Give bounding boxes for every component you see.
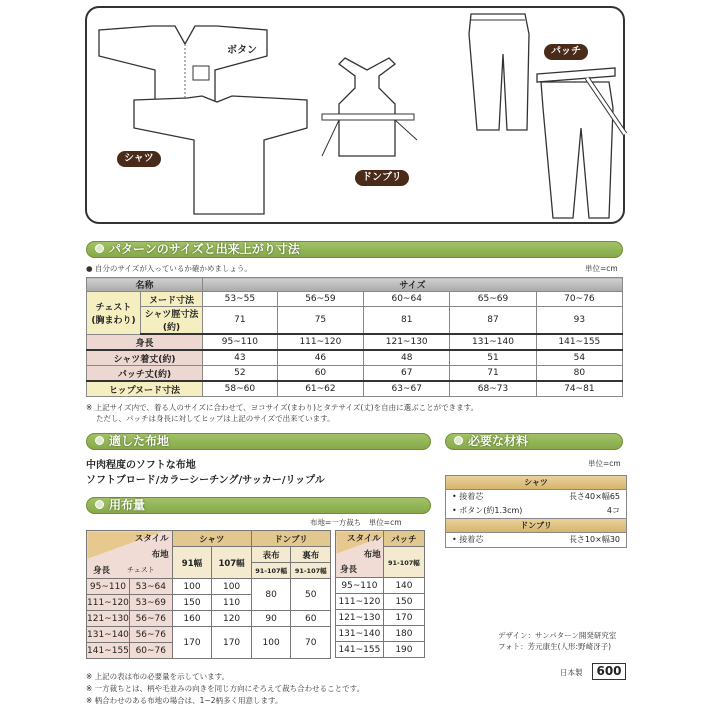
cell: 140 bbox=[383, 578, 424, 594]
col-91: 91幅 bbox=[172, 547, 212, 579]
row-label: シャツ着丈(約) bbox=[87, 350, 203, 366]
cell: 43 bbox=[203, 350, 278, 366]
cell: 93 bbox=[536, 307, 622, 335]
yardage-footnote-3: ※ 柄合わせのある布地の場合は、1~2柄多く用意します。 bbox=[86, 696, 283, 705]
cell: 46 bbox=[277, 350, 363, 366]
cell: 74~81 bbox=[536, 381, 622, 397]
cell: 131~140 bbox=[336, 626, 384, 642]
cell: 80 bbox=[536, 366, 622, 382]
cell: 60~76 bbox=[129, 643, 172, 659]
cell: 111~120 bbox=[277, 334, 363, 350]
fabric-section-header bbox=[86, 433, 431, 450]
cell: 70~76 bbox=[536, 292, 622, 307]
cell: 150 bbox=[383, 594, 424, 610]
materials-table bbox=[445, 475, 627, 548]
cell: 56~76 bbox=[129, 627, 172, 643]
button-callout: ボタン bbox=[227, 45, 257, 56]
col-ura: 裏布 bbox=[291, 547, 331, 563]
size-table bbox=[86, 277, 623, 397]
bullet-icon bbox=[454, 436, 463, 445]
material-item: • 接着芯 長さ40×幅65 bbox=[446, 490, 626, 504]
cell: 90 bbox=[251, 611, 291, 627]
yardage-section-header bbox=[86, 497, 431, 514]
cell: 180 bbox=[383, 626, 424, 642]
cell: 150 bbox=[172, 595, 212, 611]
cell: 75 bbox=[277, 307, 363, 335]
cell: 48 bbox=[364, 350, 450, 366]
cell: 70 bbox=[291, 627, 331, 659]
cell: 80 bbox=[251, 579, 291, 611]
yardage-table-shirt-donburi bbox=[86, 530, 331, 659]
row-label: ヌード寸法 bbox=[141, 292, 203, 307]
pacchi-tag: パッチ bbox=[544, 44, 588, 60]
cell: 61~62 bbox=[277, 381, 363, 397]
cell: 60 bbox=[291, 611, 331, 627]
cell: 121~130 bbox=[364, 334, 450, 350]
yardage-section-title: 用布量 bbox=[109, 498, 146, 512]
cell: 141~155 bbox=[536, 334, 622, 350]
header-name: 名称 bbox=[87, 278, 203, 292]
design-credit: デザイン：サンパターン開発研究室 bbox=[498, 631, 617, 640]
cell: 111~120 bbox=[87, 595, 130, 611]
bullet-icon bbox=[95, 500, 104, 509]
yardage-table-pacchi bbox=[335, 530, 425, 658]
bullet-icon bbox=[95, 244, 104, 253]
donburi-tag: ドンブリ bbox=[355, 170, 409, 186]
size-section-title: パターンのサイズと出来上がり寸法 bbox=[109, 242, 300, 256]
cell: 52 bbox=[203, 366, 278, 382]
materials-unit: 単位=cm bbox=[588, 459, 621, 468]
cell: 95~110 bbox=[87, 579, 130, 595]
cell: 160 bbox=[172, 611, 212, 627]
size-note: ● 自分のサイズが入っているか確かめましょう。 bbox=[86, 264, 252, 273]
pants-illustration bbox=[465, 14, 545, 134]
row-label: ヒップヌード寸法 bbox=[87, 381, 203, 397]
cell: 81 bbox=[364, 307, 450, 335]
yardage-footnote-2: ※ 一方裁ちとは、柄や毛並みの向きを同じ方向にそろえて裁ち合わせることです。 bbox=[86, 684, 365, 693]
cell: 63~67 bbox=[364, 381, 450, 397]
yardage-footnote-1: ※ 上記の表は布の必要量を示しています。 bbox=[86, 672, 230, 681]
cell: 131~140 bbox=[87, 627, 130, 643]
diagonal-header: スタイル 布地 身長 bbox=[336, 531, 384, 578]
cell: 71 bbox=[203, 307, 278, 335]
material-item: • 接着芯 長さ10×幅30 bbox=[446, 533, 626, 547]
col-shirt: シャツ bbox=[172, 531, 251, 547]
cell: 170 bbox=[212, 627, 252, 659]
range: 91-107幅 bbox=[291, 563, 331, 579]
cell: 170 bbox=[383, 610, 424, 626]
cell: 53~69 bbox=[129, 595, 172, 611]
pattern-number: 600 bbox=[592, 663, 626, 680]
materials-section-title: 必要な材料 bbox=[468, 434, 529, 448]
shirt-tag: シャツ bbox=[117, 151, 161, 167]
chest-label: チェスト (胸まわり) bbox=[87, 292, 141, 335]
cell: 87 bbox=[450, 307, 536, 335]
row-label: パッチ丈(約) bbox=[87, 366, 203, 382]
cell: 100 bbox=[172, 579, 212, 595]
bullet-icon bbox=[95, 436, 104, 445]
donburi-illustration bbox=[317, 56, 427, 166]
cell: 100 bbox=[251, 627, 291, 659]
cell: 58~60 bbox=[203, 381, 278, 397]
size-footnote-2: ただし、パッチは身長に対してヒップは上記のサイズで出来ています。 bbox=[96, 414, 335, 423]
materials-section-header bbox=[445, 433, 623, 450]
cell: 100 bbox=[212, 579, 252, 595]
fabric-line-2: ソフトブロード/カラーシーチング/サッカー/リップル bbox=[86, 475, 325, 486]
row-label: 身長 bbox=[87, 334, 203, 350]
cell: 141~155 bbox=[87, 643, 130, 659]
cell: 121~130 bbox=[87, 611, 130, 627]
cell: 50 bbox=[291, 579, 331, 611]
range: 91-107幅 bbox=[383, 547, 424, 578]
col-107: 107幅 bbox=[212, 547, 252, 579]
materials-group-donburi: ドンブリ bbox=[446, 519, 626, 533]
cell: 141~155 bbox=[336, 642, 384, 658]
cell: 68~73 bbox=[450, 381, 536, 397]
made-in-label: 日本製 bbox=[560, 668, 583, 677]
cell: 67 bbox=[364, 366, 450, 382]
size-unit: 単位=cm bbox=[585, 264, 618, 273]
cell: 111~120 bbox=[336, 594, 384, 610]
photo-credit: フォト：芳元康生(人形:野崎冴子) bbox=[498, 642, 612, 651]
cell: 95~110 bbox=[203, 334, 278, 350]
range: 91-107幅 bbox=[251, 563, 291, 579]
size-footnote-1: ※ 上記サイズ内で、着る人のサイズに合わせて、ヨコサイズ(まわり)とタテサイズ(丈)を自由に選ぶことができます。 bbox=[86, 403, 479, 412]
fabric-section-title: 適した布地 bbox=[109, 434, 170, 448]
cell: 121~130 bbox=[336, 610, 384, 626]
cell: 65~69 bbox=[450, 292, 536, 307]
cell: 60 bbox=[277, 366, 363, 382]
material-item: • ボタン(約1.3cm) 4コ bbox=[446, 504, 626, 519]
cell: 110 bbox=[212, 595, 252, 611]
cell: 190 bbox=[383, 642, 424, 658]
cell: 71 bbox=[450, 366, 536, 382]
cell: 51 bbox=[450, 350, 536, 366]
materials-group-shirt: シャツ bbox=[446, 476, 626, 490]
fabric-line-1: 中肉程度のソフトな布地 bbox=[86, 460, 196, 471]
cell: 60~64 bbox=[364, 292, 450, 307]
cell: 53~55 bbox=[203, 292, 278, 307]
size-section-header bbox=[86, 241, 623, 258]
col-pacchi: パッチ bbox=[383, 531, 424, 547]
cell: 170 bbox=[172, 627, 212, 659]
cell: 56~59 bbox=[277, 292, 363, 307]
illustration-box bbox=[85, 6, 625, 224]
cell: 120 bbox=[212, 611, 252, 627]
cell: 54 bbox=[536, 350, 622, 366]
diagonal-header: スタイル 布地 身長 チェスト bbox=[87, 531, 173, 579]
cell: 56~76 bbox=[129, 611, 172, 627]
col-donburi: ドンブリ bbox=[251, 531, 330, 547]
cell: 131~140 bbox=[450, 334, 536, 350]
pacchi-illustration bbox=[537, 68, 627, 218]
header-size: サイズ bbox=[203, 278, 623, 292]
yardage-note: 布地=一方裁ち 単位=cm bbox=[310, 518, 402, 527]
row-label: シャツ脛寸法(約) bbox=[141, 307, 203, 335]
cell: 53~64 bbox=[129, 579, 172, 595]
cell: 95~110 bbox=[336, 578, 384, 594]
col-omote: 表布 bbox=[251, 547, 291, 563]
